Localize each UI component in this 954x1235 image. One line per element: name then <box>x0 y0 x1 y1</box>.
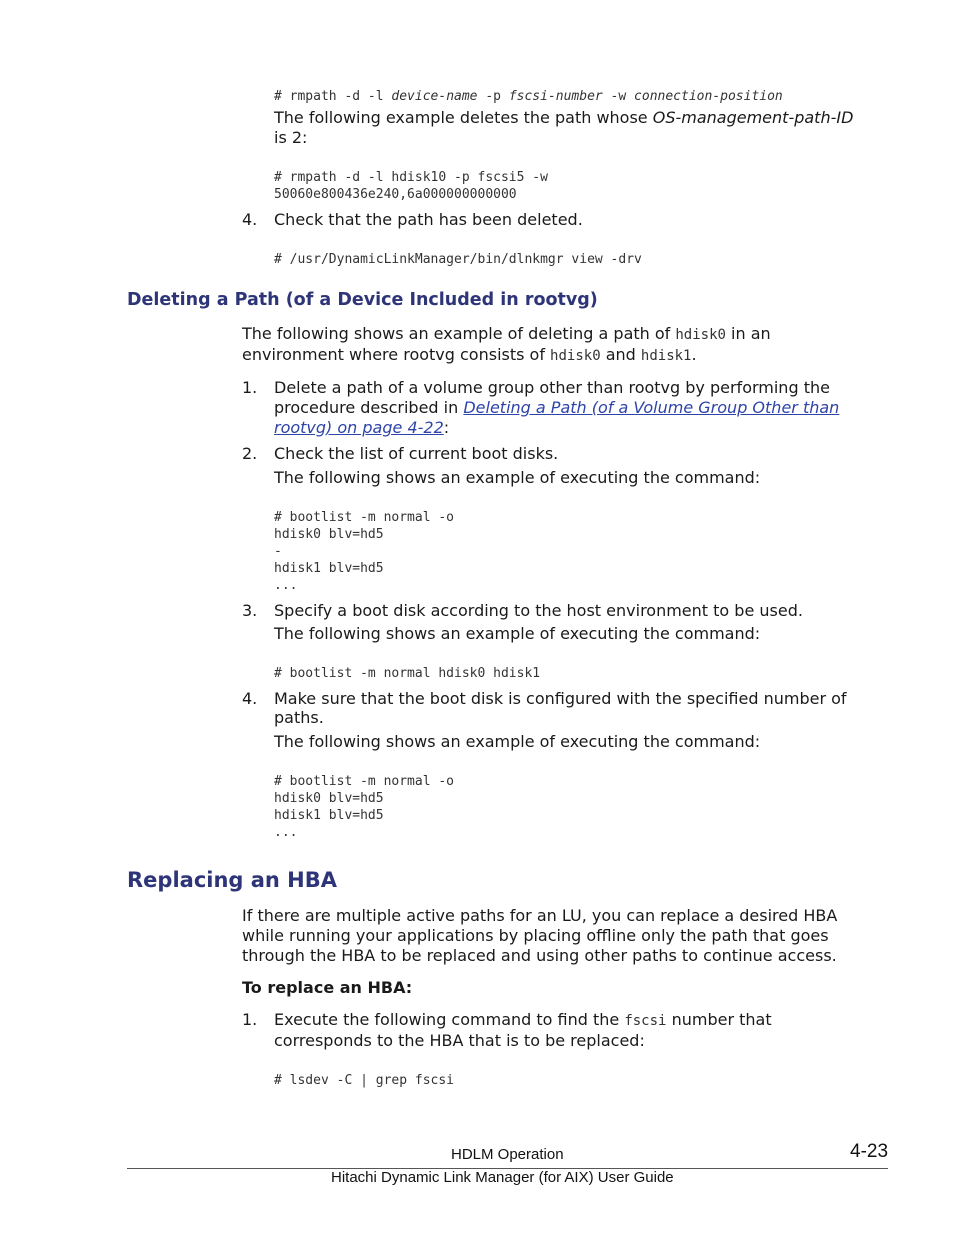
step-text: corresponds to the HBA that is to be replaced: <box>274 1031 645 1050</box>
step-text: rootvg) on page 4-22: <box>274 418 450 437</box>
step-text: Delete a path of a volume group other than rootvg by performing the <box>274 378 830 397</box>
step-number: 1. <box>242 378 258 397</box>
step-text: Specify a boot disk according to the host environment to be used. <box>274 601 803 620</box>
step-text: Check the list of current boot disks. <box>274 444 559 463</box>
hba-paragraph: If there are multiple active paths for an LU, you can replace a desired HBA <box>242 906 838 925</box>
code-view-drv: # /usr/DynamicLinkManager/bin/dlnkmgr view -drv <box>274 252 642 267</box>
section-heading-hba: Replacing an HBA <box>127 868 338 892</box>
rootvg-intro-line1: The following shows an example of deleting a path of hdisk0 in an <box>242 324 771 343</box>
step-number: 4. <box>242 689 258 708</box>
example-intro-end: is 2: <box>274 128 308 147</box>
procedure-title: To replace an HBA: <box>242 978 413 997</box>
code-rmpath-example: # rmpath -d -l hdisk10 -p fscsi5 -w 50060e800436e240,6a000000000000 <box>274 170 548 202</box>
cross-reference-link[interactable]: rootvg) on page 4-22 <box>274 418 444 437</box>
step-number: 2. <box>242 444 258 463</box>
step-number: 1. <box>242 1010 258 1029</box>
cross-reference-link[interactable]: Deleting a Path (of a Volume Group Other than <box>463 398 840 417</box>
code-bootlist-set: # bootlist -m normal hdisk0 hdisk1 <box>274 666 541 681</box>
step-number: 4. <box>242 210 258 229</box>
code-bootlist-list: # bootlist -m normal -o hdisk0 blv=hd5 - hdisk1 blv=hd5 ... <box>274 510 455 593</box>
step-text: Execute the following command to find the fscsi number that <box>274 1010 772 1029</box>
code-bootlist-verify: # bootlist -m normal -o hdisk0 blv=hd5 hdisk1 blv=hd5 ... <box>274 774 455 840</box>
step-text: Make sure that the boot disk is configured with the specified number of <box>274 689 847 708</box>
hba-paragraph: through the HBA to be replaced and using other paths to continue access. <box>242 946 837 965</box>
step-subtext: The following shows an example of executing the command: <box>274 624 761 643</box>
step-number: 3. <box>242 601 258 620</box>
hba-paragraph: while running your applications by placing offline only the path that goes <box>242 926 829 945</box>
rmpath-syntax: # rmpath -d -l device-name -p fscsi-number -w connection-position <box>274 89 783 104</box>
rootvg-intro-line2: environment where rootvg consists of hdisk0 and hdisk1. <box>242 345 697 364</box>
step-text: procedure described in Deleting a Path (of a Volume Group Other than <box>274 398 840 417</box>
code-lsdev: # lsdev -C | grep fscsi <box>274 1073 455 1088</box>
step-text: Check that the path has been deleted. <box>274 210 583 229</box>
section-heading-rootvg: Deleting a Path (of a Device Included in rootvg) <box>127 290 598 310</box>
footer-section: HDLM Operation <box>451 1146 564 1163</box>
example-intro: The following example deletes the path whose OS-management-path-ID <box>274 108 854 127</box>
step-subtext: The following shows an example of executing the command: <box>274 732 761 751</box>
page-number: 4-23 <box>850 1141 889 1162</box>
step-text: paths. <box>274 708 324 727</box>
step-subtext: The following shows an example of executing the command: <box>274 468 761 487</box>
footer-book-title: Hitachi Dynamic Link Manager (for AIX) User Guide <box>331 1169 674 1186</box>
